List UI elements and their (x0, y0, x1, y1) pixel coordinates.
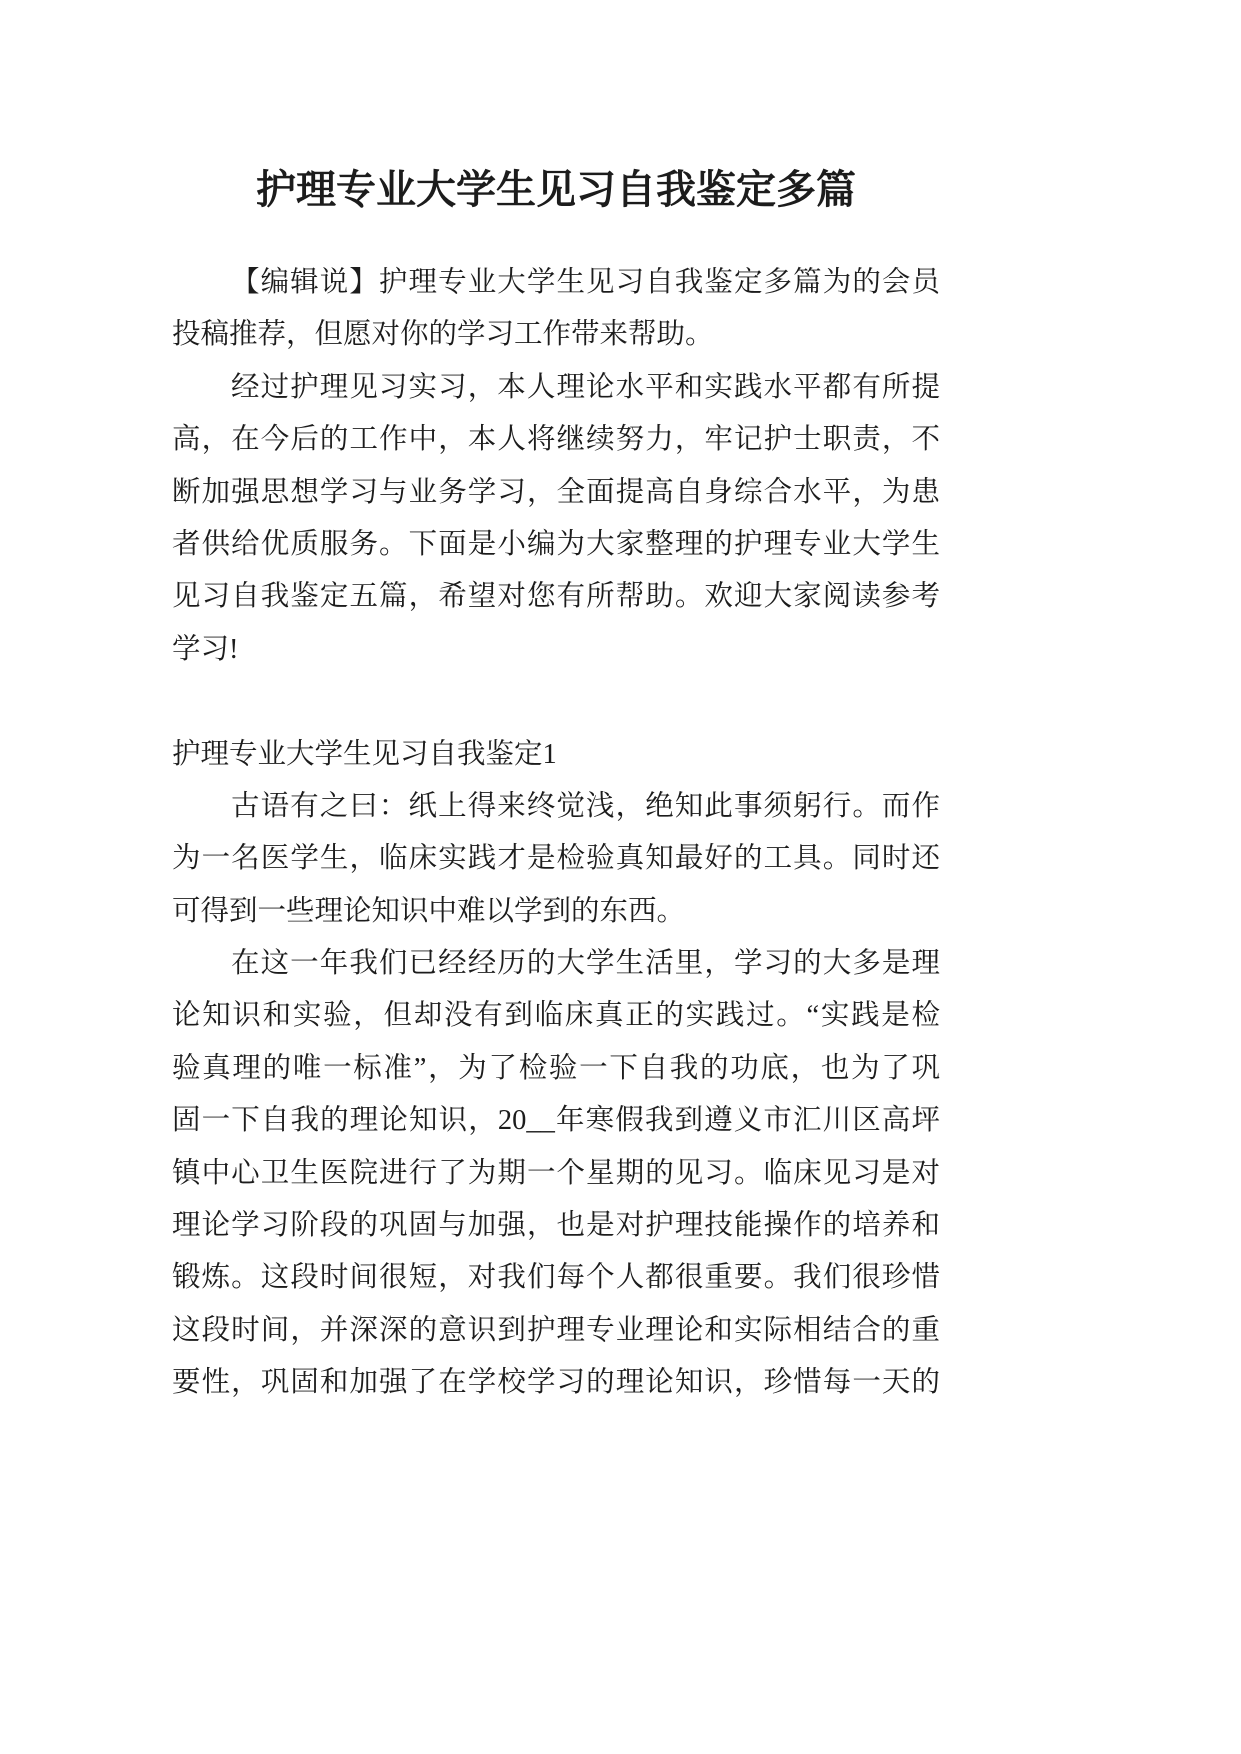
paragraph-line: 要性，巩固和加强了在学校学习的理论知识，珍惜每一天的 (172, 1367, 940, 1399)
intro-paragraph (172, 257, 940, 362)
section-heading: 护理专业大学生见习自我鉴定1 (172, 738, 557, 770)
paragraph-line: 经过护理见习实习，本人理论水平和实践水平都有所提 (231, 371, 940, 403)
paragraph-line: 投稿推荐，但愿对你的学习工作带来帮助。 (172, 319, 714, 351)
paragraph-line: 见习自我鉴定五篇，希望对您有所帮助。欢迎大家阅读参考 (172, 581, 940, 613)
paragraph-line: 这段时间，并深深的意识到护理专业理论和实际相结合的重 (172, 1314, 940, 1346)
summary-paragraph (172, 362, 940, 676)
paragraph-line: 论知识和实验，但却没有到临床真正的实践过。“实践是检 (172, 1000, 940, 1032)
section-1-paragraph-1 (172, 781, 940, 938)
paragraph-line: 理论学习阶段的巩固与加强，也是对护理技能操作的培养和 (172, 1210, 940, 1242)
paragraph-line: 锻炼。这段时间很短，对我们每个人都很重要。我们很珍惜 (172, 1262, 940, 1294)
paragraph-line: 者供给优质服务。下面是小编为大家整理的护理专业大学生 (172, 528, 940, 560)
document-body (172, 257, 940, 1410)
paragraph-line: 镇中心卫生医院进行了为期一个星期的见习。临床见习是对 (172, 1157, 940, 1189)
paragraph-line: 验真理的唯一标准”，为了检验一下自我的功底，也为了巩 (172, 1052, 940, 1084)
section-1-paragraph-2 (172, 938, 940, 1410)
paragraph-line: 在这一年我们已经经历的大学生活里，学习的大多是理 (231, 948, 940, 980)
paragraph-line: 【编辑说】护理专业大学生见习自我鉴定多篇为的会员 (231, 267, 940, 298)
document-title: 护理专业大学生见习自我鉴定多篇 (256, 166, 856, 212)
paragraph-line: 学习! (172, 633, 239, 665)
paragraph-line: 可得到一些理论知识中难以学到的东西。 (172, 895, 686, 927)
paragraph-line: 高，在今后的工作中，本人将继续努力，牢记护士职责，不 (172, 424, 940, 456)
paragraph-line: 断加强思想学习与业务学习，全面提高自身综合水平，为患 (172, 476, 940, 508)
paragraph-line: 为一名医学生，临床实践才是检验真知最好的工具。同时还 (172, 843, 940, 875)
blank-line (172, 676, 940, 728)
paragraph-line: 固一下自我的理论知识，20__年寒假我到遵义市汇川区高坪 (172, 1105, 940, 1137)
paragraph-line: 古语有之曰：纸上得来终觉浅，绝知此事须躬行。而作 (231, 790, 940, 822)
section-1 (172, 729, 940, 1410)
